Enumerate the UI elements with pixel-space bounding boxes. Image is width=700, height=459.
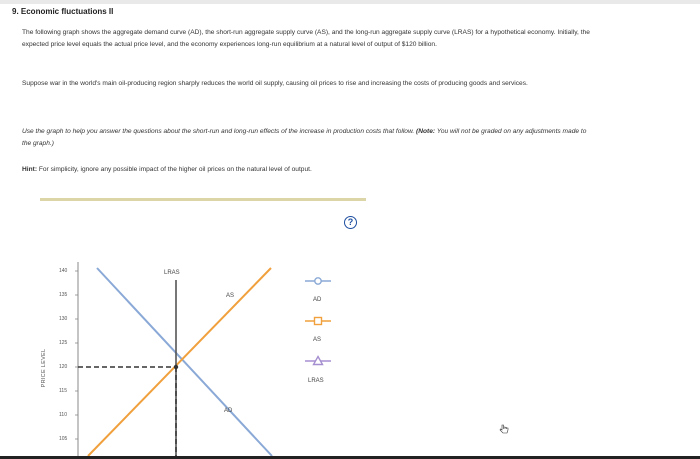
legend-as-label: AS <box>313 337 322 343</box>
tick-label: 110 <box>59 412 67 418</box>
tick-label: 125 <box>59 340 68 346</box>
as-curve[interactable] <box>88 268 271 456</box>
intro-paragraph: The following graph shows the aggregate demand curve (AD), the short-run aggregate supply curve (AS), and the long-run aggregate supply curve (LRAS) for a hypothetical economy. Initially, the expected price level equals the actual price level, and the economy experiences long-run equilibrium at a natural level of output of $120 billion. <box>22 29 590 48</box>
legend-ad-label: AD <box>313 297 322 303</box>
y-axis-label-wrap <box>32 335 56 405</box>
hint-label: Hint: <box>22 166 38 173</box>
instructions-text: Use the graph to help you answer the questions about the short-run and long-run effects of the increase in production costs that follow. <box>22 128 415 135</box>
lras-label: LRAS <box>164 270 180 276</box>
question-title: 9. Economic fluctuations II <box>12 7 114 16</box>
note-label: (Note: <box>416 128 436 135</box>
ad-label: AD <box>224 408 233 414</box>
tick-label: 140 <box>59 268 68 274</box>
as-label: AS <box>226 293 235 299</box>
hand-cursor-icon <box>499 424 509 434</box>
hint-text: For simplicity, ignore any possible impact of the higher oil prices on the natural level of output. <box>38 166 312 173</box>
help-icon[interactable]: ? <box>344 216 357 229</box>
legend-lras-label: LRAS <box>308 378 324 384</box>
scenario-paragraph: Suppose war in the world's main oil-producing region sharply reduces the world oil supply, causing oil prices to rise and increasing the costs of producing goods and services. <box>22 80 528 87</box>
legend-ad-marker[interactable] <box>315 278 321 284</box>
note-text: You will not be graded on any adjustments made to the graph.) <box>22 128 587 147</box>
tick-label: 130 <box>59 316 68 322</box>
y-axis-label: PRICE LEVEL <box>41 348 47 388</box>
tick-label: 105 <box>59 436 68 442</box>
tick-label: 115 <box>59 388 67 394</box>
equilibrium-point[interactable] <box>174 365 178 369</box>
legend-as-marker[interactable] <box>315 318 322 325</box>
tick-label: 135 <box>59 292 68 298</box>
tick-label: 120 <box>59 364 68 370</box>
ad-curve[interactable] <box>97 268 272 456</box>
